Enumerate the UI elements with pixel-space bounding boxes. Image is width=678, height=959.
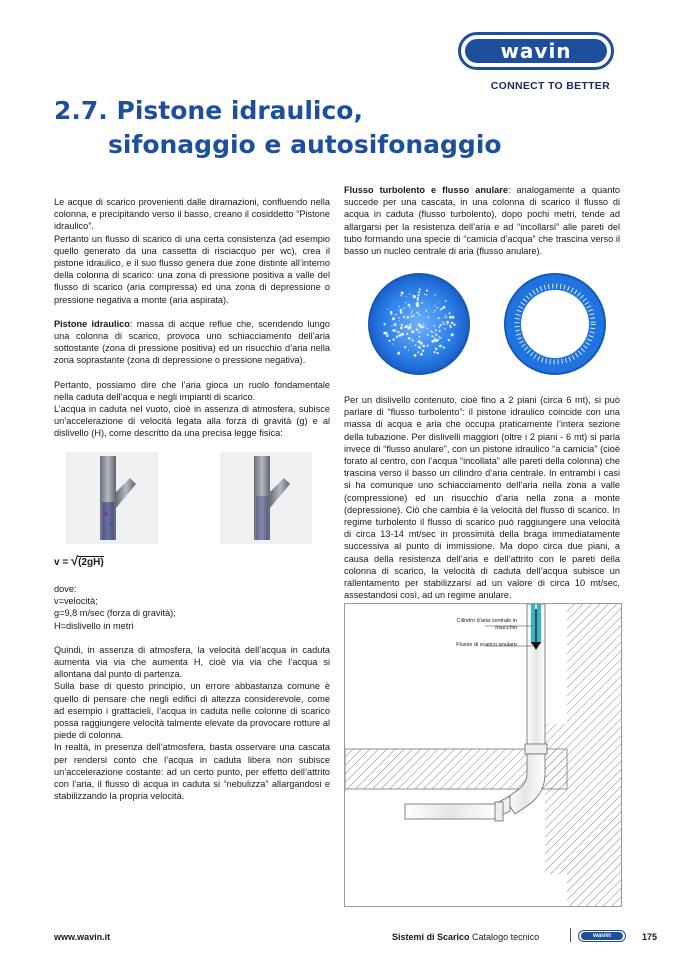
air-bubble xyxy=(445,300,447,302)
g-definition: g=9,8 m/sec (forza di gravità); xyxy=(54,608,176,619)
air-bubble xyxy=(434,294,435,295)
air-bubble xyxy=(386,332,387,333)
air-bubble xyxy=(452,316,455,319)
title-line2: sifonaggio e autosifonaggio xyxy=(108,130,502,159)
air-bubble xyxy=(450,326,452,328)
air-bubble xyxy=(420,326,423,329)
paragraph: L’acqua in caduta nel vuoto, cioè in assenza di atmosfera, subisce un’accelerazione di velocità legata alla forza di gravità (g) e al dislivello (H), come descritto da una precisa legge fisica: xyxy=(54,404,330,439)
air-bubble xyxy=(443,346,445,348)
diagram-label-air: Cilindro d’aria centrale in risucchio xyxy=(456,618,517,631)
air-bubble xyxy=(433,332,434,333)
air-bubble xyxy=(386,334,389,337)
air-bubble xyxy=(399,334,402,337)
air-bubble xyxy=(438,326,440,328)
air-bubble xyxy=(418,323,420,325)
air-bubble xyxy=(419,314,421,316)
air-bubble xyxy=(439,345,442,348)
air-bubble xyxy=(451,322,454,325)
air-bubble xyxy=(451,333,454,336)
air-bubble xyxy=(427,334,429,336)
air-bubble xyxy=(433,351,435,353)
air-bubble xyxy=(396,331,398,333)
footer-separator xyxy=(570,928,571,942)
air-bubble xyxy=(438,302,439,303)
air-bubble xyxy=(431,330,433,332)
air-bubble xyxy=(448,322,449,323)
air-bubble xyxy=(383,332,386,335)
footer-logo-text: wavin xyxy=(581,932,623,940)
turbulent-flow-circle xyxy=(352,272,486,376)
air-bubble xyxy=(418,291,420,293)
air-bubble xyxy=(417,351,419,353)
air-bubble xyxy=(437,307,439,309)
air-bubble xyxy=(439,330,441,332)
air-bubble xyxy=(437,335,438,336)
paragraph: Pertanto un flusso di scarico di una certa consistenza (ad esempio quello generato da una cassetta di risciacquo per wc), crea il pistone idraulico, e il suo flusso genera due zone distinte all’interno della colonna di scarico: una zona di pressione positiva a valle del flusso di scarico (aria compressa) ed una zona di depressione o pressione negativa a monte (aria aspirata). xyxy=(54,233,330,305)
paragraph: Per un dislivello contenuto, cioè fino a 2 piani (circa 6 mt), si può parlare di “flusso turbolento”: il pistone idraulico coincide con una massa di acqua e aria che occupa praticamente l’intera sezione della tubazione. Per dislivelli maggiori (oltre i 2 piani - 6 mt) si parla invece di “flusso anulare”, con un pistone idraulico “a camicia” (cioè forato al centro, con l’acqua “incollata” alle pareti della colonna) che trascina verso il basso un cilindro d’aria centrale. In entrambi i casi si ha comunque uno schiacciamento dell’aria nella zona a valle (compressione) ed un risucchio d’aria nella zona a monte (depressione). Ciò che cambia è la velocità del flusso di scarico. In regime turbolento il flusso di scarico può raggiungere una velocità di circa 13-14 mt/sec in prossimità della braga immediatamente successiva al punto di immissione. Ma dopo circa due piani, a causa della resistenza dell’aria e dell’attrito con le pareti della colonna di scarico, la velocità di caduta dell’acqua subisce un rallentamento per stabilizzarsi ad un valore di circa 10 mt/sec, assestandosi così, ad un regime anulare. xyxy=(344,395,620,601)
air-bubble xyxy=(433,312,434,313)
right-text-top xyxy=(344,184,620,257)
column-diagram xyxy=(344,603,622,907)
air-bubble xyxy=(392,343,393,344)
tagline: CONNECT TO BETTER xyxy=(490,80,610,92)
air-bubble xyxy=(388,340,390,342)
air-bubble xyxy=(435,329,437,331)
right-text-bottom xyxy=(344,394,620,601)
air-bubble xyxy=(419,336,421,338)
air-bubble xyxy=(392,329,395,332)
air-bubble xyxy=(413,315,415,317)
air-bubble xyxy=(413,295,416,298)
air-bubble xyxy=(407,316,410,319)
paragraph: In realtà, in presenza dell’atmosfera, basta osservare una cascata per rendersi conto che l’acqua in caduta libera non subisce un’accelerazione costante: ad un certo punto, per effetto dell’attrito con l’aria, il flusso di acqua in caduta si “nebulizza” allargandosi e stabilizzando la propria velocità. xyxy=(54,742,330,802)
air-bubble xyxy=(449,316,452,319)
logo-text: wavin xyxy=(465,39,607,63)
air-bubble xyxy=(442,321,444,323)
air-bubble xyxy=(422,350,424,352)
page-number: 175 xyxy=(642,932,658,942)
air-bubble xyxy=(416,302,419,305)
air-bubble xyxy=(440,324,442,326)
air-bubble xyxy=(449,340,451,342)
air-bubble xyxy=(387,309,388,310)
footer-logo xyxy=(578,930,626,942)
annular-flow-diagram xyxy=(500,272,610,376)
air-bubble xyxy=(419,288,421,290)
pipe-image-right xyxy=(220,452,312,544)
air-bubble xyxy=(417,294,419,296)
air-bubble xyxy=(440,337,441,338)
air-bubble xyxy=(437,339,439,341)
air-bubble xyxy=(418,346,420,348)
footer-catalog xyxy=(392,932,539,942)
air-bubble xyxy=(411,312,412,313)
air-bubble xyxy=(396,336,399,339)
footer-catalog-bold: Sistemi di Scarico xyxy=(392,932,470,942)
pipe-illustration xyxy=(66,452,158,544)
air-bubble xyxy=(415,344,417,346)
air-bubble xyxy=(431,335,433,337)
air-bubble xyxy=(436,352,438,354)
air-bubble xyxy=(400,295,402,297)
air-bubble xyxy=(397,331,399,333)
air-bubble xyxy=(412,310,413,311)
air-bubble xyxy=(416,312,418,314)
air-bubble xyxy=(399,317,400,318)
air-bubble xyxy=(403,316,405,318)
air-bubble xyxy=(404,346,406,348)
air-bubble xyxy=(453,324,455,326)
definition: : analogamente a quanto succede per una cascata, in una colonna di scarico il flusso di acqua in caduta (flusso turbolento), dopo pochi metri, tende ad allargarsi per la resistenza dell’aria e ad “incollarsi” alle pareti del tubo formando una specie di “camicia d’acqua” che trascina verso il basso un nucleo centrale di aria (flusso anulare). xyxy=(344,185,621,257)
air-bubble xyxy=(445,315,446,316)
air-bubble xyxy=(434,305,435,306)
air-bubble xyxy=(434,325,436,327)
air-bubble xyxy=(434,337,435,338)
formula xyxy=(54,553,104,568)
air-bubble xyxy=(416,329,417,330)
air-bubble xyxy=(399,306,400,307)
air-bubble xyxy=(447,324,448,325)
air-bubble xyxy=(392,317,395,320)
air-bubble xyxy=(444,317,445,318)
air-bubble xyxy=(421,302,423,304)
paragraph xyxy=(54,318,330,367)
air-bubble xyxy=(445,316,447,318)
paragraph xyxy=(344,184,620,257)
air-bubble xyxy=(401,324,403,326)
air-bubble xyxy=(395,314,396,315)
column-cross-section xyxy=(345,604,621,906)
formula-root: (2gH) xyxy=(78,557,104,568)
definition: : massa di acque reflue che, scendendo lungo una colonna di scarico, provoca uno schiacciamento dell’aria sottostante (zona di pressione positiva) ed un risucchio d’aria nella zona soprastante (zona di depressione o pressione negativa). xyxy=(54,318,330,366)
air-bubble xyxy=(408,350,409,351)
pipe-illustration xyxy=(220,452,312,544)
air-bubble xyxy=(384,323,386,325)
air-bubble xyxy=(417,297,419,299)
air-bubble xyxy=(418,340,421,343)
air-bubble xyxy=(408,326,411,329)
air-bubble xyxy=(404,326,406,328)
air-bubble xyxy=(428,316,430,318)
air-bubble xyxy=(442,306,445,309)
air-bubble xyxy=(418,331,420,333)
air-bubble xyxy=(409,293,410,294)
air-bubble xyxy=(409,307,410,308)
air-bubble xyxy=(420,353,422,355)
paragraph: Le acque di scarico provenienti dalle diramazioni, confluendo nella colonna, e precipitando verso il basso, creano il cosiddetto “Pistone idraulico”. xyxy=(54,197,330,232)
air-bubble xyxy=(431,340,434,343)
term-bold: Flusso turbolento e flusso anulare xyxy=(344,185,508,195)
paragraph: Pertanto, possiamo dire che l’aria gioca un ruolo fondamentale nella caduta dell’acqua e negli impianti di scarico. xyxy=(54,379,330,402)
air-bubble xyxy=(427,328,428,329)
air-bubble xyxy=(434,310,436,312)
air-bubble xyxy=(426,289,428,291)
h-definition: H=dislivello in metri xyxy=(54,620,134,631)
air-bubble xyxy=(403,307,405,309)
air-bubble xyxy=(427,345,429,347)
air-bubble xyxy=(421,343,423,345)
air-bubble xyxy=(411,330,414,333)
air-bubble xyxy=(448,312,450,314)
air-bubble xyxy=(399,320,400,321)
air-bubble xyxy=(401,309,402,310)
annular-flow-circle xyxy=(500,272,610,376)
air-bubble xyxy=(422,346,423,347)
air-bubble xyxy=(423,324,424,325)
air-bubble xyxy=(394,323,396,325)
formula-v: v = xyxy=(54,557,69,568)
title-number: 2.7. xyxy=(54,96,108,125)
page-title xyxy=(54,94,502,162)
air-bubble xyxy=(400,327,403,330)
paragraph: Sulla base di questo principio, un errore abbastanza comune è quello di pensare che negli edifici di altezza considerevole, come ad esempio i grattacieli, l’acqua in caduta nelle colonne di scarico possa raggiungere velocità talmente elevate da provocare rotture al piede di colonna. xyxy=(54,681,330,741)
air-bubble xyxy=(424,294,425,295)
air-bubble xyxy=(412,339,414,341)
air-bubble xyxy=(405,302,406,303)
air-bubble xyxy=(438,317,440,319)
air-bubble xyxy=(401,292,404,295)
air-bubble xyxy=(392,325,393,326)
footer-catalog-text: Catalogo tecnico xyxy=(469,932,540,942)
air-bubble xyxy=(443,323,445,325)
air-bubble xyxy=(408,337,411,340)
diagram-label-flow: Flusso di scarico anulare xyxy=(456,642,517,648)
air-bubble xyxy=(406,333,408,335)
air-bubble xyxy=(411,316,413,318)
air-bubble xyxy=(390,311,393,314)
pipe-image-left xyxy=(66,452,158,544)
air-bubble xyxy=(415,303,416,304)
air-bubble xyxy=(400,311,402,313)
air-bubble xyxy=(444,328,446,330)
left-text-top xyxy=(54,196,330,440)
footer-url[interactable]: www.wavin.it xyxy=(54,932,111,942)
air-bubble xyxy=(408,304,411,307)
wavin-logo xyxy=(458,32,614,70)
air-bubble xyxy=(409,324,411,326)
title-line1: Pistone idraulico, xyxy=(116,96,363,125)
air-bubble xyxy=(414,354,417,357)
paragraph: Quindi, in assenza di atmosfera, la velocità dell’acqua in caduta aumenta via via che aumenta H, cioè via via che l’acqua si allontana dal punto di partenza. xyxy=(54,644,330,680)
dove-line: dove: xyxy=(54,584,77,594)
air-bubble xyxy=(393,338,395,340)
air-bubble xyxy=(391,313,393,315)
air-bubble xyxy=(435,348,438,351)
left-text-bottom xyxy=(54,583,330,802)
term-bold: Pistone idraulico xyxy=(54,318,130,329)
air-bubble xyxy=(406,296,407,297)
v-definition: v=velocità; xyxy=(54,596,98,607)
air-bubble xyxy=(426,294,428,296)
sqrt-icon: √ xyxy=(70,553,79,568)
air-bubble xyxy=(425,310,427,312)
turbulent-flow-diagram xyxy=(352,272,486,376)
air-bubble xyxy=(397,352,400,355)
